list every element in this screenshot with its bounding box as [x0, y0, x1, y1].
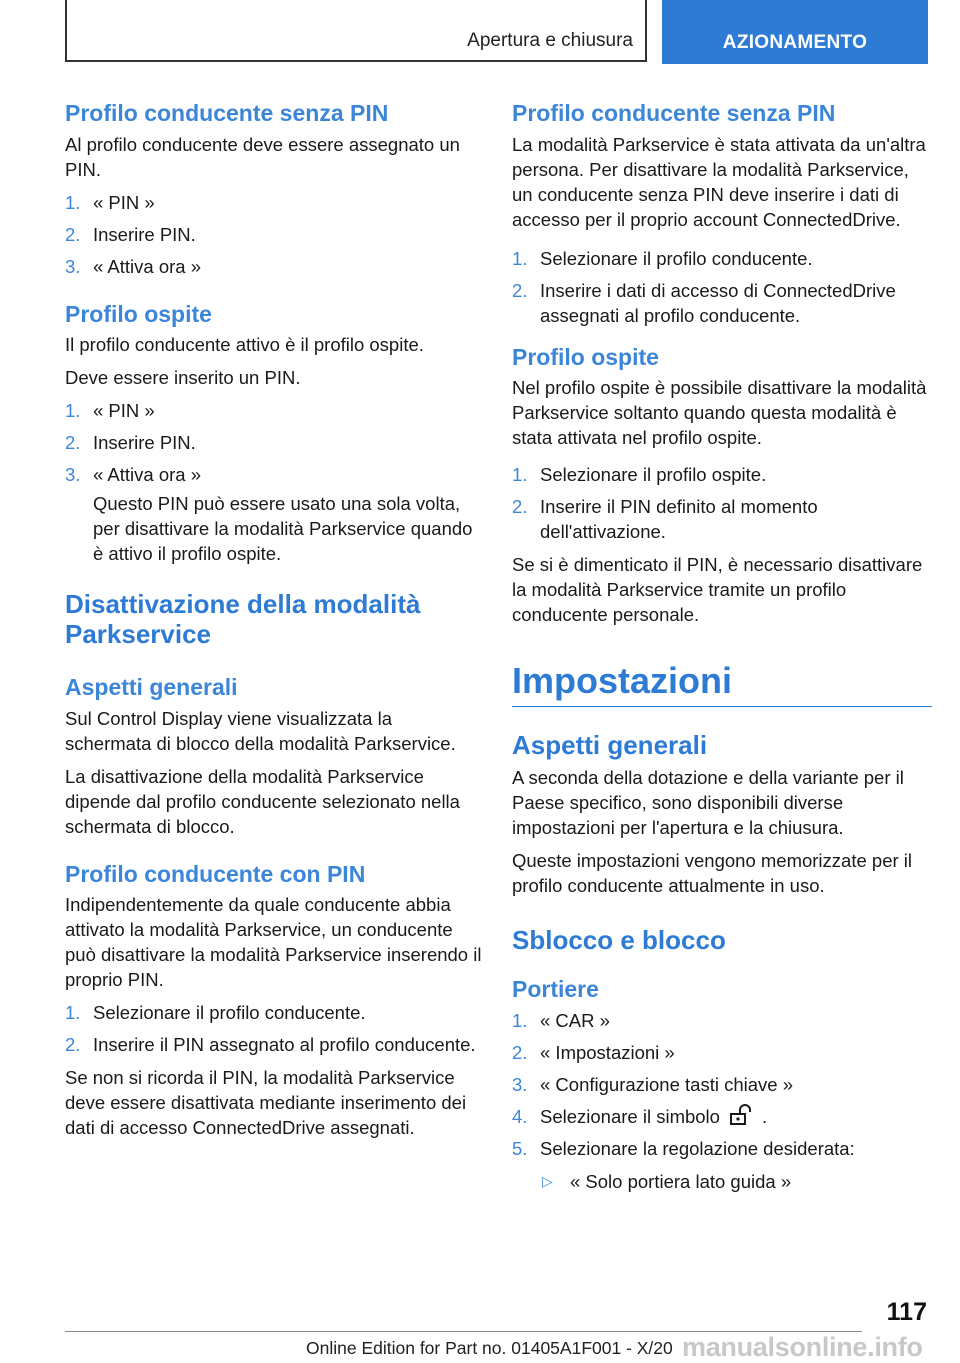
list-item: 1. « PIN »	[65, 400, 155, 422]
paragraph: La disattivazione della modalità Parkservice dipende dal profilo conducente selezionato nella schermata di blocco.	[65, 765, 460, 837]
list-item: 1. « PIN »	[65, 191, 155, 213]
list-item: 2. Inserire il PIN assegnato al profilo conducente.	[65, 1034, 476, 1056]
paragraph: Se si è dimenticato il PIN, è necessario disattivare la modalità Parkservice tramite un profilo conducente personale.	[512, 554, 923, 626]
list-item: 3. « Configurazione tasti chiave »	[512, 1073, 793, 1095]
paragraph: A seconda della dotazione e della variante per il Paese specifico, sono disponibili diverse impostazioni per l'apertura e la chiusura.	[512, 767, 904, 839]
list-item: 5. Selezionare la regolazione desiderata:	[512, 1137, 855, 1159]
list-item: 3. « Attiva ora »	[65, 464, 201, 486]
heading-guest-profile: Profilo ospite	[65, 300, 212, 327]
watermark: manualsonline.info	[682, 1332, 923, 1362]
steps-list	[65, 398, 483, 487]
list-item: 2. « Impostazioni »	[512, 1041, 675, 1063]
list-item: 2. Inserire PIN.	[65, 223, 196, 245]
paragraph: La modalità Parkservice è stata attivata da un'altra persona. Per disattivare la modalità Parkservice, un conducente senza PIN deve inserire i dati di accesso per il proprio account ConnectedDrive.	[512, 133, 926, 230]
steps-list	[512, 462, 932, 544]
list-item: 2. Inserire il PIN definito al momento dell'attivazione.	[512, 496, 818, 543]
footer-edition: Online Edition for Part no. 01405A1F001 - X/20	[306, 1338, 673, 1358]
header-frame	[65, 0, 647, 62]
heading-doors: Portiere	[512, 976, 599, 1003]
option-item: ▷ « Solo portiera lato guida »	[542, 1170, 792, 1192]
paragraph: Sul Control Display viene visualizzata la schermata di blocco della modalità Parkservice.	[65, 707, 456, 754]
heading-deactivation: Disattivazione della modalità Parkservice	[65, 589, 421, 650]
steps-list	[65, 190, 483, 279]
heading-profile-no-pin: Profilo conducente senza PIN	[65, 100, 389, 126]
list-item: 1. Selezionare il profilo conducente.	[65, 1002, 366, 1024]
unlock-icon	[728, 1104, 754, 1126]
heading-unlock-lock: Sblocco e blocco	[512, 925, 726, 956]
heading-guest-profile: Profilo ospite	[512, 343, 659, 370]
list-item: 3. « Attiva ora »	[65, 255, 201, 277]
page-header	[65, 0, 928, 64]
section-title: Apertura e chiusura	[467, 30, 633, 51]
heading-general: Aspetti generali	[512, 730, 708, 761]
paragraph: Indipendentemente da quale conducente abbia attivato la modalità Parkservice, un conducente può disattivare la modalità Parkservice inserendo il proprio PIN.	[65, 894, 482, 991]
list-item: 2. Inserire i dati di accesso di ConnectedDrive assegnati al profilo conducente.	[512, 279, 896, 326]
list-item: 1. Selezionare il profilo ospite.	[512, 464, 767, 486]
paragraph: Deve essere inserito un PIN.	[65, 367, 301, 389]
paragraph: Il profilo conducente attivo è il profilo ospite.	[65, 334, 424, 356]
steps-list	[65, 1000, 483, 1057]
heading-profile-with-pin: Profilo conducente con PIN	[65, 860, 366, 887]
triangle-bullet-icon: ▷	[542, 1172, 553, 1189]
paragraph: Nel profilo ospite è possibile disattivare la modalità Parkservice soltanto quando questa modalità è stata attivata nel profilo ospite.	[512, 377, 927, 449]
heading-profile-no-pin: Profilo conducente senza PIN	[512, 100, 836, 126]
heading-general: Aspetti generali	[65, 673, 238, 700]
steps-list	[512, 246, 932, 328]
chapter-tab[interactable]: AZIONAMENTO	[662, 0, 928, 64]
step-note: Questo PIN può essere usato una sola volta, per disattivare la modalità Parkservice quando è attivo il profilo ospite.	[93, 493, 473, 565]
right-column	[512, 100, 932, 1194]
paragraph: Al profilo conducente deve essere assegnato un PIN.	[65, 133, 460, 180]
list-item: 4. Selezionare il simbolo .	[512, 1105, 768, 1127]
heading-settings: Impostazioni	[512, 659, 932, 707]
paragraph: Se non si ricorda il PIN, la modalità Parkservice deve essere disattivata mediante inserimento dei dati di accesso ConnectedDrive assegnati.	[65, 1067, 467, 1139]
left-column	[65, 100, 483, 1148]
paragraph: Queste impostazioni vengono memorizzate per il profilo conducente attualmente in uso.	[512, 850, 912, 897]
list-item: 1. « CAR »	[512, 1009, 610, 1031]
list-item: 1. Selezionare il profilo conducente.	[512, 247, 813, 269]
page-number: 117	[886, 1298, 927, 1326]
list-item: 2. Inserire PIN.	[65, 432, 196, 454]
steps-list	[512, 1008, 932, 1161]
